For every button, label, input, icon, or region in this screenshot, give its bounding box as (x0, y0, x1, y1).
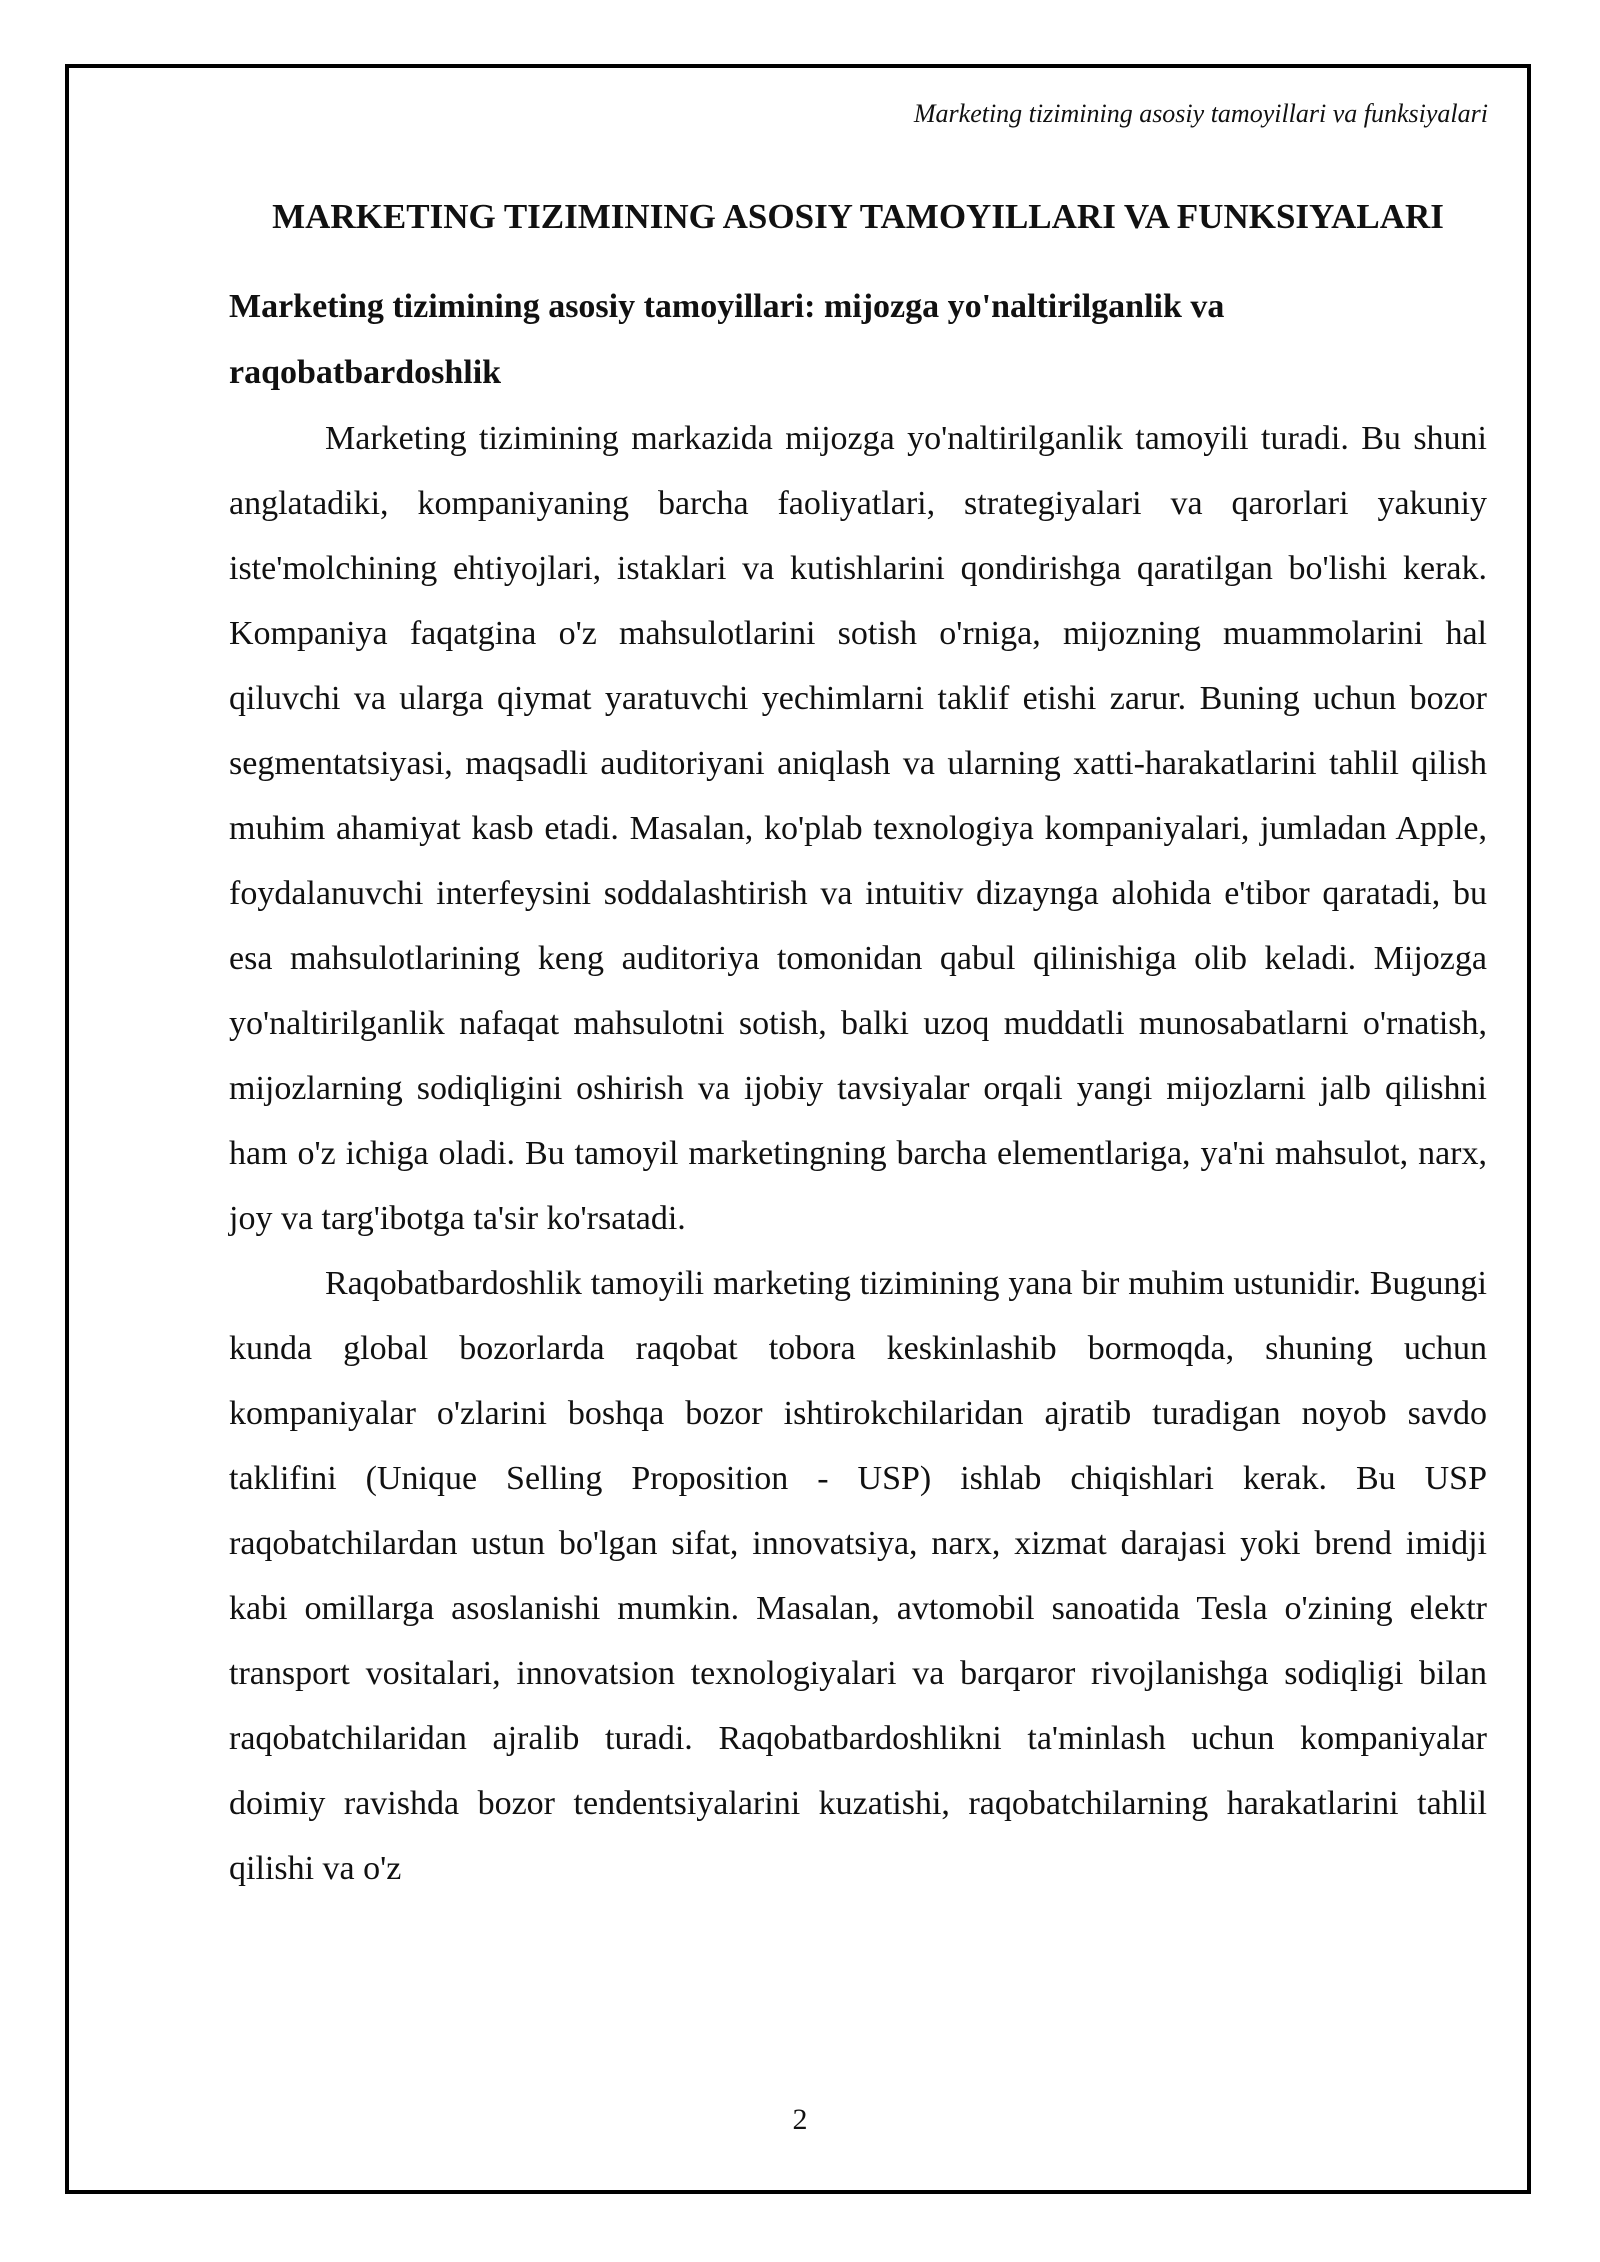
section-heading: Marketing tizimining asosiy tamoyillari: mijozga yo'naltirilganlik va raqobatbardoshlik (229, 288, 1225, 391)
page-number: 2 (792, 2103, 808, 2136)
document-title: MARKETING TIZIMINING ASOSIY TAMOYILLARI VA FUNKSIYALARI (272, 197, 1444, 236)
document-body (229, 184, 1487, 1901)
running-header: Marketing tizimining asosiy tamoyillari va funksiyalari (913, 99, 1488, 128)
paragraph-customer-orientation: Marketing tizimining markazida mijozga yo'naltirilganlik tamoyili turadi. Bu shuni anglatadiki, kompaniyaning barcha faoliyatlari, strategiyalari va qarorlari yakuniy iste'molchining ehtiyojlari, istaklari va kutishlarini qondirishga qaratilgan bo'lishi kerak. Kompaniya faqatgina o'z mahsulotlarini sotish o'rniga, mijozning muammolarini hal qiluvchi va ularga qiymat yaratuvchi yechimlarni taklif etishi zarur. Buning uchun bozor segmentatsiyasi, maqsadli auditoriyani aniqlash va ularning xatti-harakatlarini tahlil qilish muhim ahamiyat kasb etadi. Masalan, ko'plab texnologiya kompaniyalari, jumladan Apple, foydalanuvchi interfeysini soddalashtirish va intuitiv dizaynga alohida e'tibor qaratadi, bu esa mahsulotlarining keng auditoriya tomonidan qabul qilinishiga olib keladi. Mijozga yo'naltirilganlik nafaqat mahsulotni sotish, balki uzoq muddatli munosabatlarni o'rnatish, mijozlarning sodiqligini oshirish va ijobiy tavsiyalar orqali yangi mijozlarni jalb qilishni ham o'z ichiga oladi. Bu tamoyil marketingning barcha elementlariga, ya'ni mahsulot, narx, joy va targ'ibotga ta'sir ko'rsatadi. (229, 420, 1487, 1237)
paragraph-competitiveness: Raqobatbardoshlik tamoyili marketing tizimining yana bir muhim ustunidir. Bugungi kunda global bozorlarda raqobat tobora keskinlashib bormoqda, shuning uchun kompaniyalar o'zlarini boshqa bozor ishtirokchilaridan ajratib turadigan noyob savdo taklifini (Unique Selling Proposition - USP) ishlab chiqishlari kerak. Bu USP raqobatchilardan ustun bo'lgan sifat, innovatsiya, narx, xizmat darajasi yoki brend imidji kabi omillarga asoslanishi mumkin. Masalan, avtomobil sanoatida Tesla o'zining elektr transport vositalari, innovatsion texnologiyalari va barqaror rivojlanishga sodiqligi bilan raqobatchilaridan ajralib turadi. Raqobatbardoshlikni ta'minlash uchun kompaniyalar doimiy ravishda bozor tendentsiyalarini kuzatishi, raqobatchilarning harakatlarini tahlil qilishi va o'z (229, 1265, 1487, 1887)
